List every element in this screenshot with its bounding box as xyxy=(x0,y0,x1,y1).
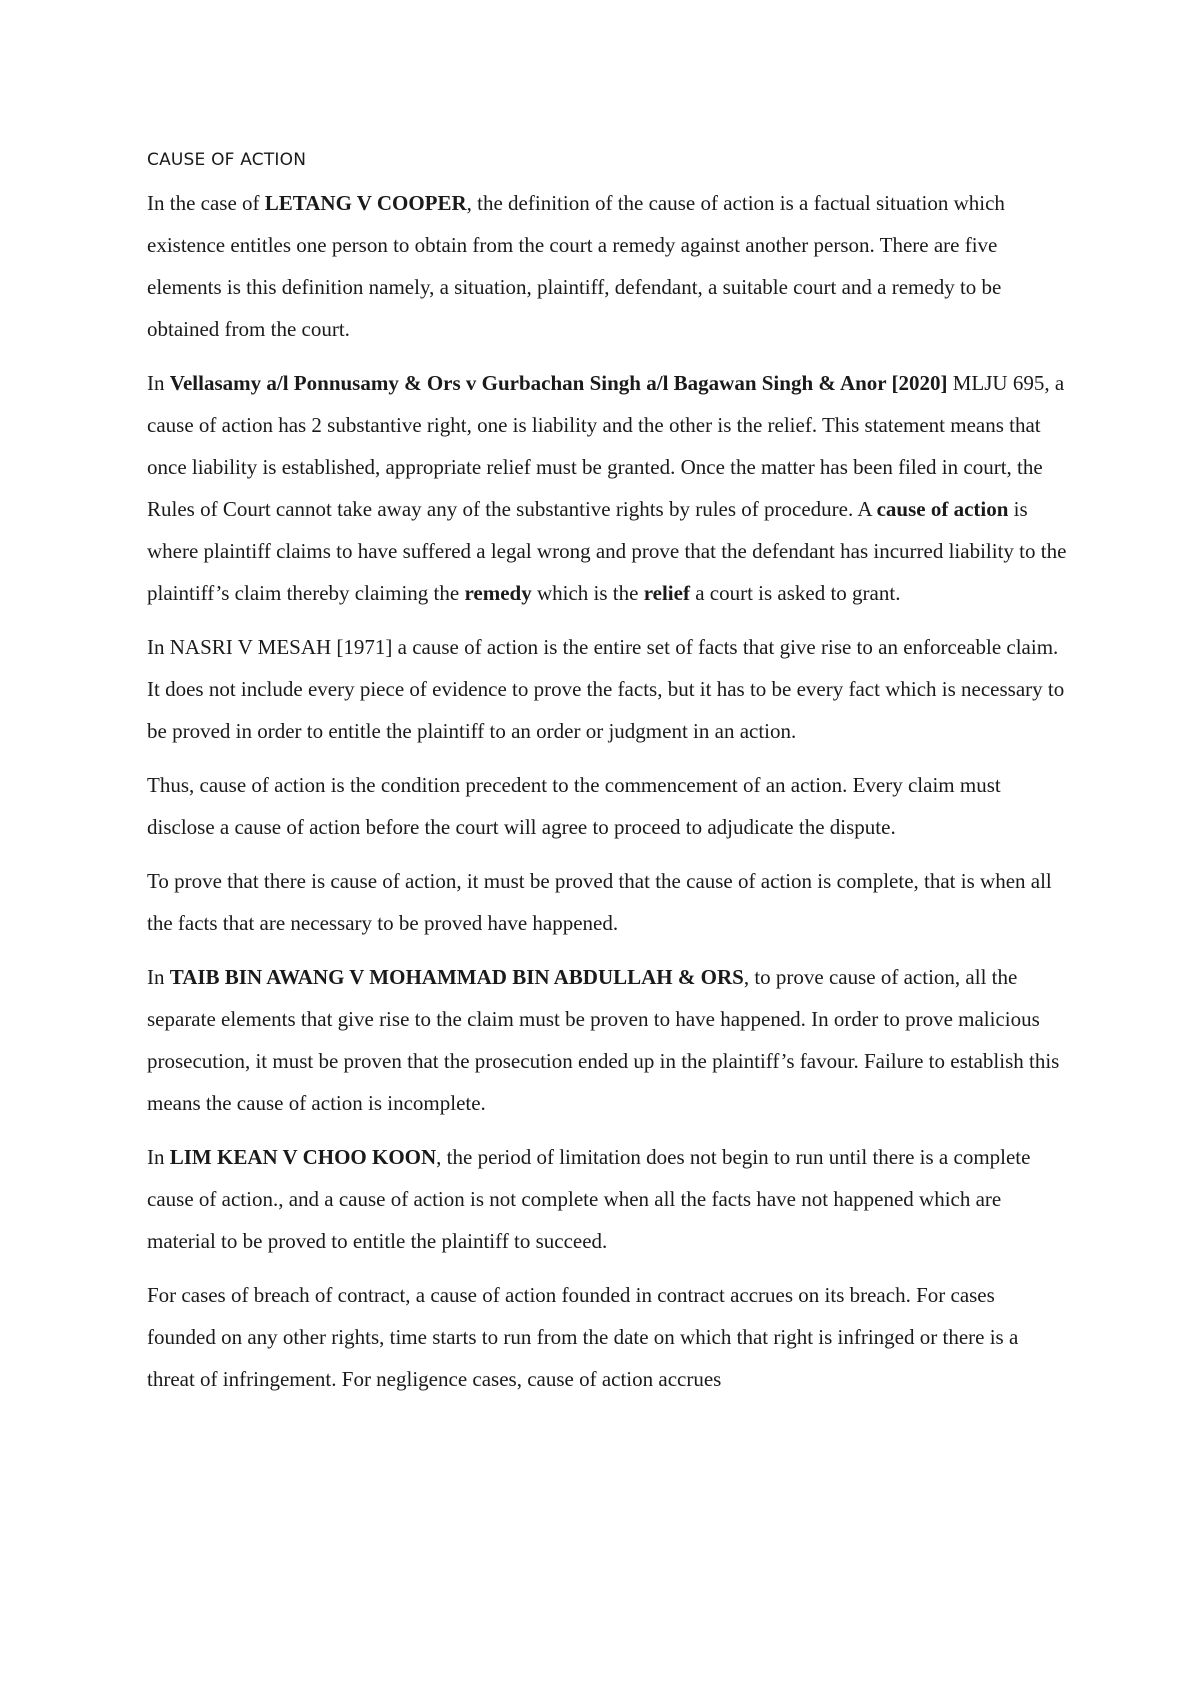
paragraph-breach-of-contract xyxy=(147,1274,1067,1400)
paragraph-text: , the period of limitation does not begin to run until there is a complete cause of action., and a cause of action is not complete when all the facts have not happened which are material to be proved to entitle the plaintiff to succeed. xyxy=(147,1145,1031,1253)
paragraph-text: MLJU 695, a cause of action has 2 substantive right, one is liability and the other is the relief. This statement means that once liability is established, appropriate relief must be granted. Once the matter has been filed in court, the Rules of Court cannot take away any of the substantive rights by rules of procedure. A xyxy=(147,371,1065,521)
paragraph-text: is where plaintiff claims to have suffered a legal wrong and prove that the defendant has incurred liability to the plaintiff’s claim thereby claiming the xyxy=(147,497,1067,605)
paragraph-text: In xyxy=(147,371,170,395)
paragraph-text: , to prove cause of action, all the separate elements that give rise to the claim must be proven to have happened. In order to prove malicious prosecution, it must be proven that the prosecution ended up in the plaintiff’s favour. Failure to establish this means the cause of action is incomplete. xyxy=(147,965,1060,1115)
bold-term: relief xyxy=(643,581,690,605)
case-name: Vellasamy a/l Ponnusamy & Ors v Gurbachan Singh a/l Bagawan Singh & Anor [2020] xyxy=(169,371,948,395)
paragraph-text: In the case of xyxy=(147,191,265,215)
paragraph-condition-precedent xyxy=(147,764,1067,848)
paragraph-letang-v-cooper xyxy=(147,182,1067,350)
paragraph-text: a court is asked to grant. xyxy=(689,581,901,605)
paragraph-text: Thus, cause of action is the condition precedent to the commencement of an action. Every claim must disclose a cause of action before the court will agree to proceed to adjudicate the dispute. xyxy=(147,773,1001,839)
paragraph-text: To prove that there is cause of action, it must be proved that the cause of action is complete, that is when all the facts that are necessary to be proved have happened. xyxy=(147,869,1052,935)
paragraph-text: In xyxy=(147,965,170,989)
paragraph-text: which is the xyxy=(531,581,644,605)
paragraph-prove-complete xyxy=(147,860,1067,944)
paragraph-nasri-v-mesah xyxy=(147,626,1067,752)
document-body xyxy=(147,150,1067,1412)
case-name: LETANG V COOPER xyxy=(264,191,467,215)
bold-term: cause of action xyxy=(876,497,1009,521)
bold-term: remedy xyxy=(464,581,532,605)
case-name: LIM KEAN V CHOO KOON xyxy=(169,1145,437,1169)
paragraph-lim-kean xyxy=(147,1136,1067,1262)
paragraph-text: In NASRI V MESAH [1971] a cause of action is the entire set of facts that give rise to an enforceable claim. It does not include every piece of evidence to prove the facts, but it has to be every fact which is necessary to be proved in order to entitle the plaintiff to an order or judgment in an action. xyxy=(147,635,1065,743)
paragraph-text: For cases of breach of contract, a cause of action founded in contract accrues on its breach. For cases founded on any other rights, time starts to run from the date on which that right is infringed or there is a threat of infringement. For negligence cases, cause of action accrues xyxy=(147,1283,1019,1391)
paragraph-text: , the definition of the cause of action is a factual situation which existence entitles one person to obtain from the court a remedy against another person. There are five elements is this definition namely, a situation, plaintiff, defendant, a suitable court and a remedy to be obtained from the court. xyxy=(147,191,1005,341)
paragraph-vellasamy xyxy=(147,362,1067,614)
document-heading: CAUSE OF ACTION xyxy=(147,150,307,170)
case-name: TAIB BIN AWANG V MOHAMMAD BIN ABDULLAH & ORS xyxy=(169,965,744,989)
paragraph-text: In xyxy=(147,1145,170,1169)
paragraph-taib-bin-awang xyxy=(147,956,1067,1124)
